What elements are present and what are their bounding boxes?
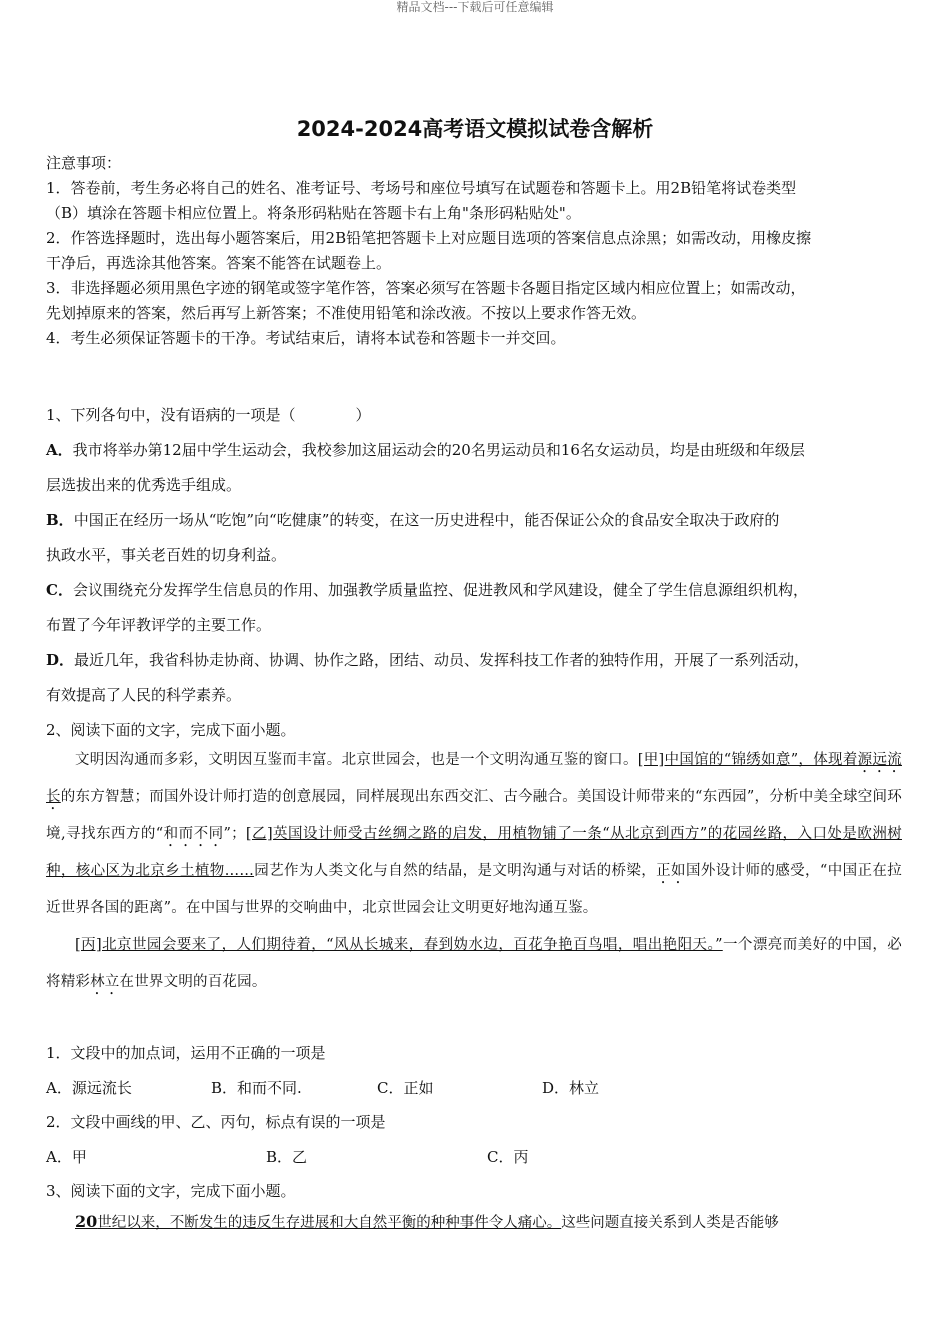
passage-text: 在世界文明的百花园。 <box>119 974 267 990</box>
sub1-option-c: C．正如 <box>377 1078 434 1097</box>
underlined-sentence-bing: [丙]北京世园会要来了，人们期待着，“风从长城来，春到妫水边，百花争艳百鸟唱，唱出艳阳天。” <box>75 937 723 953</box>
option-d-cont: 有效提高了人民的科学素养。 <box>46 686 242 704</box>
passage-text: [甲]中国馆的“锦绣如意”，体现着 <box>637 752 858 768</box>
notes-line: 3．非选择题必须用黑色字迹的钢笔或签字笔作答，答案必须写在答题卡各题目指定区域内相应位置上；如需改动， <box>46 279 806 297</box>
option-text: 中国正在经历一场从“吃饱”向“吃健康”的转变，在这一历史进程中，能否保证公众的食品安全取决于政府的 <box>73 511 780 529</box>
question-2-stem: 2、阅读下面的文字，完成下面小题。 <box>46 721 296 739</box>
option-text: 我市将举办第12届中学生运动会，我校参加这届运动会的20名男运动员和16名女运动员，均是由班级和年级层 <box>72 441 805 459</box>
dotted-word: 和而不同 <box>163 826 224 842</box>
passage-text: 文明因沟通而多彩，文明因互鉴而丰富。北京世园会，也是一个文明沟通互鉴的窗口。 <box>75 752 638 768</box>
dotted-word: 源远流长 <box>46 752 902 805</box>
passage-text: 世纪以来，不断发生的违反生存进展和大自然平衡的种种事件令人痛心。 <box>97 1215 562 1231</box>
dotted-word: 正如 <box>656 863 686 879</box>
question-1 <box>46 398 902 748</box>
notes-line: 2．作答选择题时，选出每小题答案后，用2B铅笔把答题卡上对应题目选项的答案信息点涂黑；如需改动，用橡皮擦 <box>46 229 812 247</box>
subquestion-2-stem: 2．文段中画线的甲、乙、丙句，标点有误的一项是 <box>46 1113 386 1131</box>
option-text: 最近几年，我省科协走协商、协调、协作之路，团结、动员、发挥科技工作者的独特作用，开展了一系列活动， <box>74 651 810 669</box>
option-text: 会议围绕充分发挥学生信息员的作用、加强教学质量监控、促进教风和学风建设，健全了学生信息源组织机构， <box>72 581 808 599</box>
option-d <box>46 643 902 678</box>
option-label: C． <box>46 581 73 599</box>
option-c-cont: 布置了今年评教评学的主要工作。 <box>46 616 272 634</box>
option-c <box>46 573 902 608</box>
notes-line: 4．考生必须保证答题卡的干净。考试结束后，请将本试卷和答题卡一并交回。 <box>46 329 566 347</box>
option-label: B． <box>46 511 74 529</box>
passage-text: 这些问题直接关系到人类是否能够 <box>561 1215 779 1231</box>
watermark: 精品文档---下载后可任意编辑 <box>396 0 554 14</box>
notes-line: 1．答卷前，考生务必将自己的姓名、准考证号、考场号和座位号填写在试题卷和答题卡上。用2B铅笔将试卷类型 <box>46 179 797 197</box>
passage-q3-paragraph <box>46 1206 902 1239</box>
option-b-cont: 执政水平，事关老百姓的切身利益。 <box>46 546 287 564</box>
underlined-sentence <box>75 1212 562 1231</box>
option-label: D． <box>46 651 75 669</box>
passage-q2 <box>46 742 902 1001</box>
passage-q3 <box>46 1206 902 1239</box>
option-a <box>46 433 902 468</box>
passage-text: 园艺作为人类文化与自然的结晶，是文明沟通与对话的桥梁， <box>254 863 657 879</box>
notes-heading: 注意事项： <box>46 154 122 172</box>
underlined-sentence-yi: [乙]英国设计师受古丝绸之路的启发，用植物铺了一条“从北京到西方”的花园丝路，入口处是欧洲树种，核心区为北京乡土植物…… <box>46 826 902 879</box>
passage-text: ”； <box>223 826 246 842</box>
question-1-stem: 1、下列各句中，没有语病的一项是（ ） <box>46 406 371 424</box>
dotted-word: 林立 <box>90 974 120 990</box>
passage-text: 的东方智慧；而国外设计师打造的创意展园，同样展现出东西交汇、古今融合。美国设计师带来的“东西园”，分析中美全球空间环境,寻找东西方的“ <box>46 789 902 842</box>
option-b <box>46 503 902 538</box>
option-a-cont: 层选拔出来的优秀选手组成。 <box>46 476 242 494</box>
sub1-option-b: B．和而不同. <box>211 1078 302 1097</box>
page-title: 2024-2024高考语文模拟试卷含解析 <box>296 117 654 141</box>
subquestion-1-options <box>46 1071 902 1106</box>
question-2-subquestions <box>46 1036 902 1209</box>
sub1-option-a: A．源远流长 <box>46 1078 132 1097</box>
notes-line: 干净后，再选涂其他答案。答案不能答在试题卷上。 <box>46 254 392 272</box>
sub2-option-c: C．丙 <box>487 1147 529 1166</box>
question-3-stem: 3、阅读下面的文字，完成下面小题。 <box>46 1182 296 1200</box>
passage-text: 20 <box>75 1212 98 1231</box>
sub2-option-a: A．甲 <box>46 1147 87 1166</box>
subquestion-1-stem: 1．文段中的加点词，运用不正确的一项是 <box>46 1044 326 1062</box>
passage-paragraph-2 <box>46 927 902 1001</box>
sub2-option-b: B．乙 <box>266 1147 308 1166</box>
notes-line: （B）填涂在答题卡相应位置上。将条形码粘贴在答题卡右上角"条形码粘贴处"。 <box>46 204 581 222</box>
option-label: A． <box>46 441 73 459</box>
passage-text: 一个漂亮而美好的中国，必将精彩 <box>46 937 902 990</box>
sub1-option-d: D．林立 <box>542 1078 600 1097</box>
notes-line: 先划掉原来的答案，然后再写上新答案；不准使用铅笔和涂改液。不按以上要求作答无效。 <box>46 304 647 322</box>
passage-paragraph-1 <box>46 742 902 927</box>
exam-notes <box>46 151 902 351</box>
subquestion-2-options <box>46 1140 902 1175</box>
passage-text: 国外设计师的感受，“中国正在拉近世界各国的距离”。在中国与世界的交响曲中，北京世园会让文明更好地沟通互鉴。 <box>46 863 902 916</box>
